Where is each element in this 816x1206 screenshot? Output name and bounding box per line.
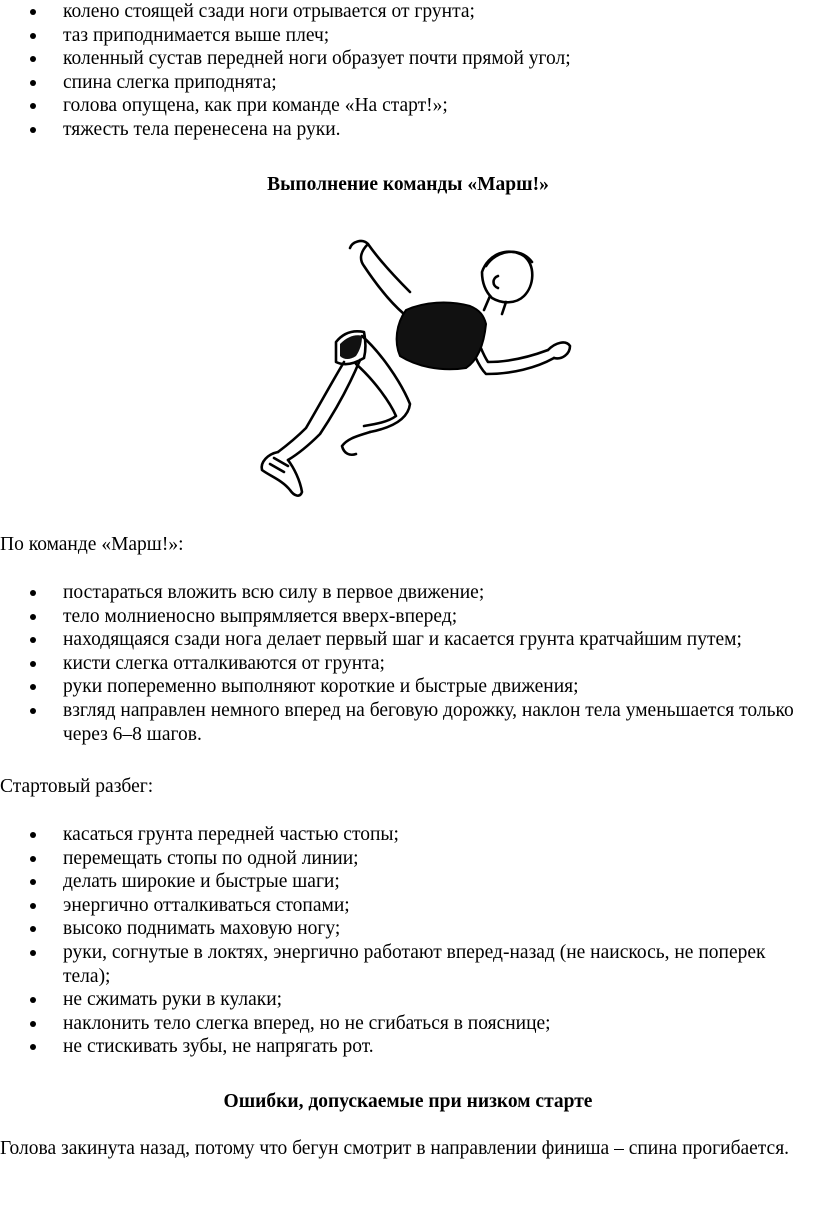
list-item: колено стоящей сзади ноги отрывается от грунта; xyxy=(0,0,800,24)
intro-march: По команде «Марш!»: xyxy=(0,534,184,555)
list-item: тяжесть тела перенесена на руки. xyxy=(0,118,800,142)
bullet-list-starting-run xyxy=(0,823,800,1059)
list-item: перемещать стопы по одной линии; xyxy=(0,847,800,871)
list-item: делать широкие и быстрые шаги; xyxy=(0,870,800,894)
intro-starting-run: Стартовый разбег: xyxy=(0,776,154,797)
list-item: энергично отталкиваться стопами; xyxy=(0,894,800,918)
list-item: коленный сустав передней ноги образует почти прямой угол; xyxy=(0,47,800,71)
list-item: находящаяся сзади нога делает первый шаг и касается грунта кратчайшим путем; xyxy=(0,628,800,652)
list-item: таз приподнимается выше плеч; xyxy=(0,24,800,48)
errors-paragraph: Голова закинута назад, потому что бегун смотрит в направлении финиша – спина прогибается. xyxy=(0,1138,790,1159)
list-item: касаться грунта передней частью стопы; xyxy=(0,823,800,847)
list-item: взгляд направлен немного вперед на беговую дорожку, наклон тела уменьшается только через 6–8 шагов. xyxy=(0,699,800,746)
list-item: высоко поднимать маховую ногу; xyxy=(0,917,800,941)
list-item: руки попеременно выполняют короткие и быстрые движения; xyxy=(0,675,800,699)
section-heading-errors: Ошибки, допускаемые при низком старте xyxy=(223,1091,593,1112)
list-item: не стискивать зубы, не напрягать рот. xyxy=(0,1035,800,1059)
list-item: наклонить тело слегка вперед, но не сгибаться в пояснице; xyxy=(0,1012,800,1036)
section-heading-march: Выполнение команды «Марш!» xyxy=(267,174,549,195)
list-item: голова опущена, как при команде «На старт!»; xyxy=(0,94,800,118)
bullet-list-set-position xyxy=(0,0,800,142)
sprinter-illustration-icon xyxy=(240,232,580,512)
list-item: тело молниеносно выпрямляется вверх-вперед; xyxy=(0,605,800,629)
list-item: руки, согнутые в локтях, энергично работают вперед-назад (не наискось, не поперек тела); xyxy=(0,941,800,988)
list-item: кисти слегка отталкиваются от грунта; xyxy=(0,652,800,676)
list-item: постараться вложить всю силу в первое движение; xyxy=(0,581,800,605)
bullet-list-march xyxy=(0,581,800,746)
list-item: спина слегка приподнята; xyxy=(0,71,800,95)
list-item: не сжимать руки в кулаки; xyxy=(0,988,800,1012)
